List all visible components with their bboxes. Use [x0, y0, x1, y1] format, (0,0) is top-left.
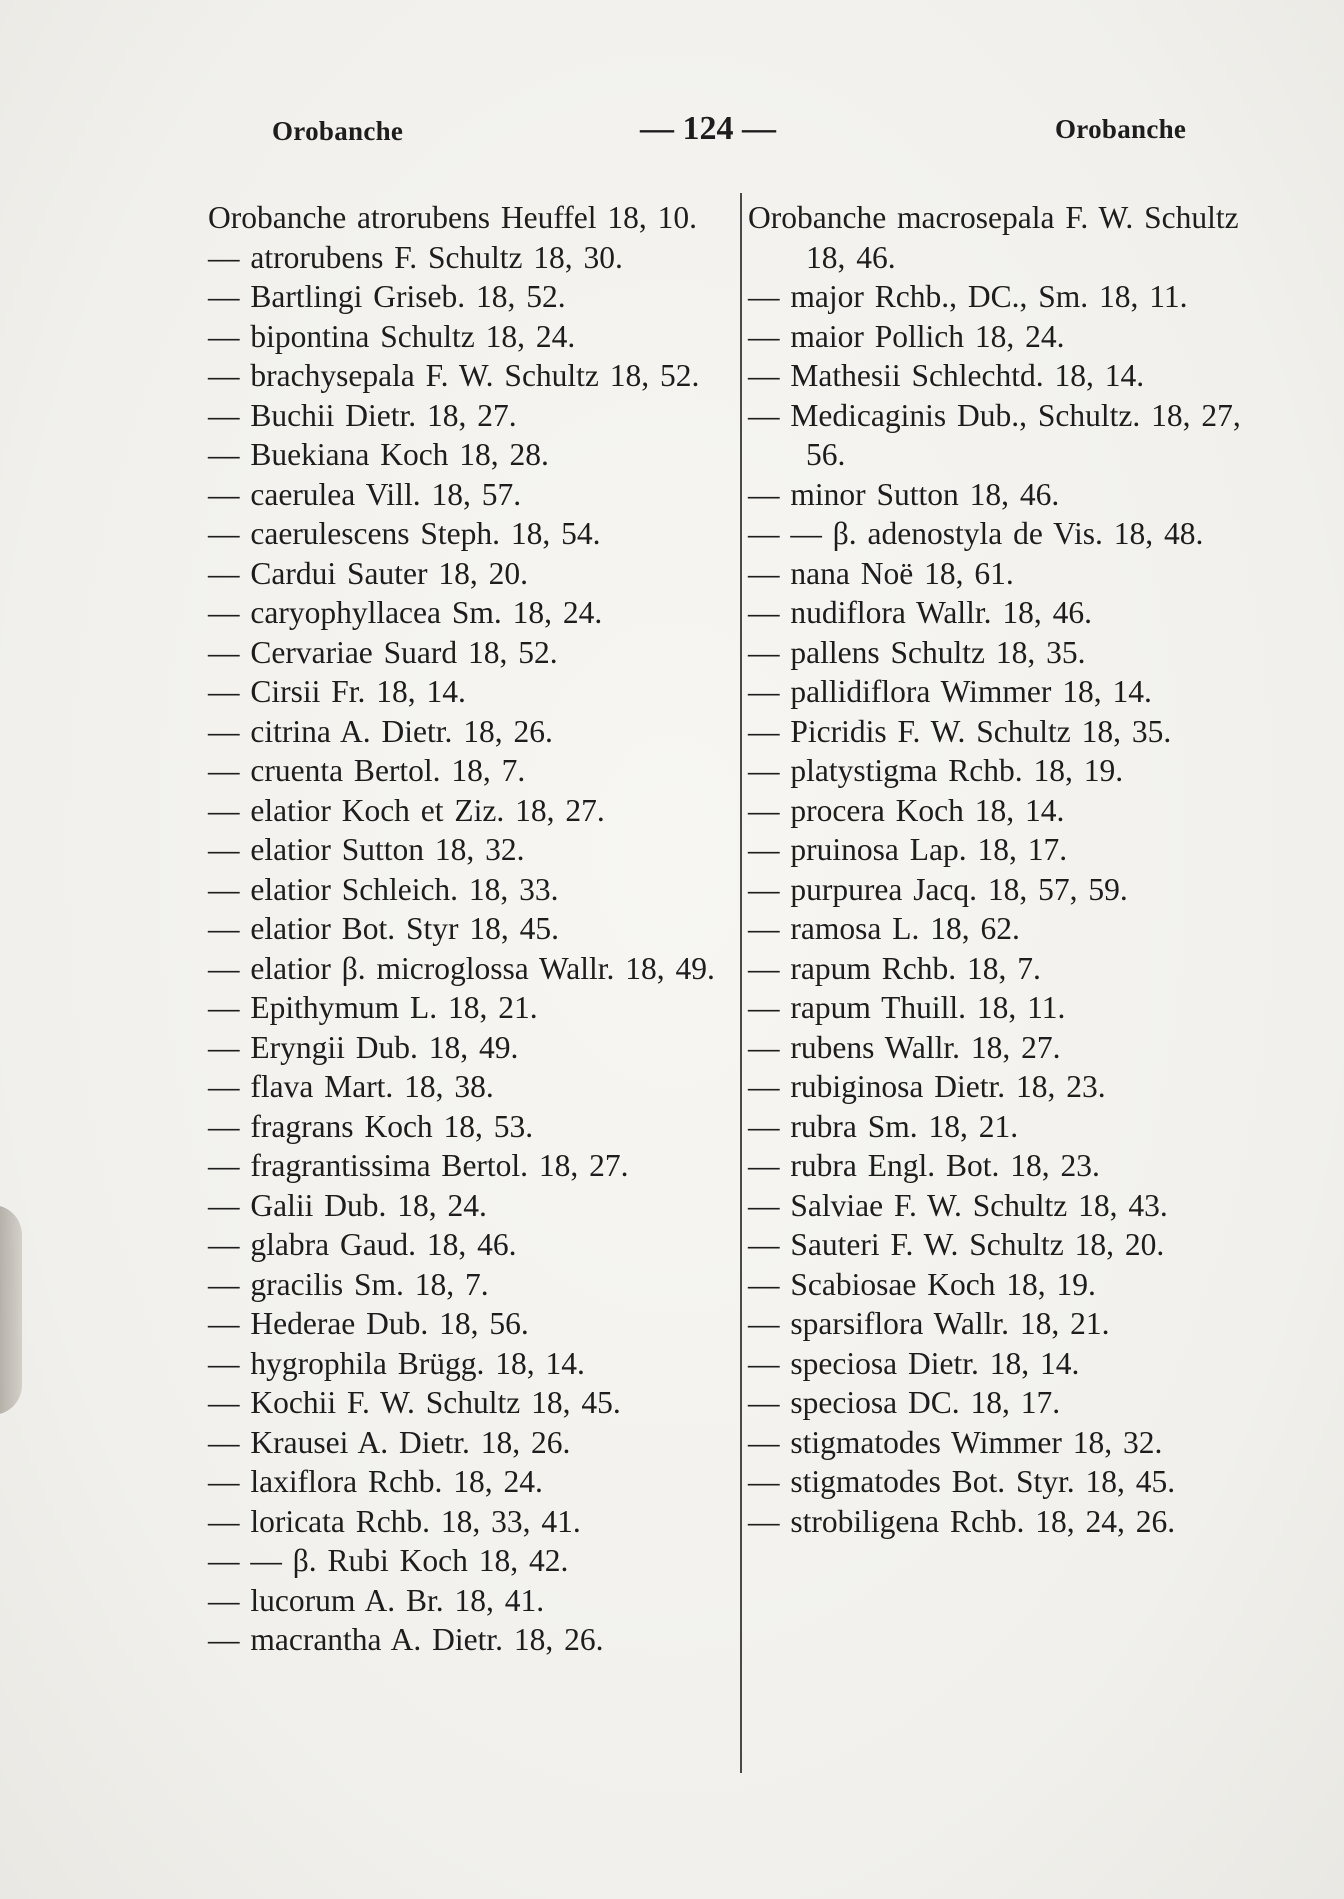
index-entry: — fragrantissima Bertol. 18, 27. [208, 1148, 629, 1183]
running-header [0, 110, 1344, 150]
index-entry: — elatior Schleich. 18, 33. [208, 871, 559, 907]
index-entry: — Cervariae Suard 18, 52. [208, 634, 558, 670]
index-entry: — platystigma Rchb. 18, 19. [748, 753, 1124, 788]
index-entry: — Scabiosae Koch 18, 19. [748, 1266, 1096, 1302]
index-entry: — elatior Bot. Styr 18, 45. [208, 911, 559, 946]
index-entry: — lucorum A. Br. 18, 41. [208, 1582, 545, 1618]
index-entry: — Sauteri F. W. Schultz 18, 20. [748, 1227, 1165, 1262]
index-entry: — nana Noë 18, 61. [748, 555, 1014, 591]
index-entry: — pallidiflora Wimmer 18, 14. [748, 674, 1152, 709]
index-entry: — citrina A. Dietr. 18, 26. [208, 713, 553, 749]
index-entry: — Kochii F. W. Schultz 18, 45. [208, 1385, 621, 1420]
index-entry: — strobiligena Rchb. 18, 24, 26. [748, 1503, 1176, 1539]
page-number: — 124 — [640, 110, 776, 147]
index-entry: — sparsiflora Wallr. 18, 21. [748, 1306, 1110, 1341]
index-entry: — pallens Schultz 18, 35. [748, 634, 1086, 670]
index-entry: — Mathesii Schlechtd. 18, 14. [748, 358, 1145, 393]
index-entry: — brachysepala F. W. Schultz 18, 52. [208, 358, 700, 393]
index-entry: — speciosa Dietr. 18, 14. [748, 1345, 1080, 1381]
index-entry: — Salviae F. W. Schultz 18, 43. [748, 1187, 1168, 1223]
index-entry: — atrorubens F. Schultz 18, 30. [208, 239, 623, 275]
index-entry: — caryophyllacea Sm. 18, 24. [208, 595, 603, 630]
index-entry: — Eryngii Dub. 18, 49. [208, 1029, 519, 1065]
index-entry: — Epithymum L. 18, 21. [208, 990, 538, 1025]
index-column-left [208, 198, 733, 1660]
index-entry: — elatior Koch et Ziz. 18, 27. [208, 792, 605, 828]
index-entry: — flava Mart. 18, 38. [208, 1069, 494, 1104]
index-entry: — stigmatodes Bot. Styr. 18, 45. [748, 1464, 1176, 1499]
header-right-title: Orobanche [1055, 114, 1187, 144]
index-entry: — nudiflora Wallr. 18, 46. [748, 595, 1092, 630]
index-entry: — ramosa L. 18, 62. [748, 911, 1020, 946]
index-entry: — bipontina Schultz 18, 24. [208, 318, 576, 354]
index-entry: — caerulea Vill. 18, 57. [208, 476, 522, 512]
column-divider [740, 193, 742, 1773]
index-entry: — pruinosa Lap. 18, 17. [748, 832, 1068, 867]
index-entry: — gracilis Sm. 18, 7. [208, 1266, 489, 1302]
index-entry: — Bartlingi Griseb. 18, 52. [208, 279, 566, 314]
index-entry: — purpurea Jacq. 18, 57, 59. [748, 871, 1128, 907]
index-entry: — — β. Rubi Koch 18, 42. [208, 1543, 569, 1578]
index-entry: — cruenta Bertol. 18, 7. [208, 753, 526, 788]
index-entry: — minor Sutton 18, 46. [748, 476, 1060, 512]
index-column-right [748, 198, 1273, 1541]
index-entry: — — β. adenostyla de Vis. 18, 48. [748, 516, 1204, 551]
index-entry: — procera Koch 18, 14. [748, 792, 1065, 828]
index-entry: — caerulescens Steph. 18, 54. [208, 516, 601, 551]
index-entry: — rapum Rchb. 18, 7. [748, 950, 1041, 986]
index-entry: — Hederae Dub. 18, 56. [208, 1306, 529, 1341]
index-entry: — glabra Gaud. 18, 46. [208, 1227, 517, 1262]
index-entry: — elatior Sutton 18, 32. [208, 832, 525, 867]
index-entry: — major Rchb., DC., Sm. 18, 11. [748, 279, 1188, 314]
thumb-shadow [0, 1205, 22, 1415]
index-entry: — hygrophila Brügg. 18, 14. [208, 1345, 585, 1381]
index-entry: — fragrans Koch 18, 53. [208, 1108, 534, 1144]
index-entry: — maior Pollich 18, 24. [748, 318, 1065, 354]
index-entry: — Buekiana Koch 18, 28. [208, 437, 549, 472]
index-entry: — speciosa DC. 18, 17. [748, 1385, 1061, 1420]
index-entry: — rapum Thuill. 18, 11. [748, 990, 1066, 1025]
index-entry: — Cirsii Fr. 18, 14. [208, 674, 466, 709]
header-left-title: Orobanche [272, 116, 404, 146]
index-entry: — Buchii Dietr. 18, 27. [208, 397, 517, 433]
index-entry: — rubra Engl. Bot. 18, 23. [748, 1148, 1100, 1183]
index-entry: — laxiflora Rchb. 18, 24. [208, 1464, 543, 1499]
index-entry: Orobanche macrosepala F. W. Schultz 18, 46. [748, 200, 1239, 275]
index-entry: — rubiginosa Dietr. 18, 23. [748, 1069, 1106, 1104]
index-entry: — rubens Wallr. 18, 27. [748, 1029, 1061, 1065]
index-entry: — rubra Sm. 18, 21. [748, 1108, 1019, 1144]
index-entry: — Medicaginis Dub., Schultz. 18, 27, 56. [748, 397, 1241, 472]
index-entry: — loricata Rchb. 18, 33, 41. [208, 1503, 581, 1539]
index-entry: — stigmatodes Wimmer 18, 32. [748, 1424, 1163, 1460]
index-entry: — Krausei A. Dietr. 18, 26. [208, 1424, 571, 1460]
index-entry: — elatior β. microglossa Wallr. 18, 49. [208, 950, 715, 986]
index-entry: — Picridis F. W. Schultz 18, 35. [748, 713, 1172, 749]
index-entry: Orobanche atrorubens Heuffel 18, 10. [208, 200, 698, 235]
index-entry: — Galii Dub. 18, 24. [208, 1187, 487, 1223]
index-entry: — Cardui Sauter 18, 20. [208, 555, 528, 591]
index-entry: — macrantha A. Dietr. 18, 26. [208, 1622, 604, 1657]
